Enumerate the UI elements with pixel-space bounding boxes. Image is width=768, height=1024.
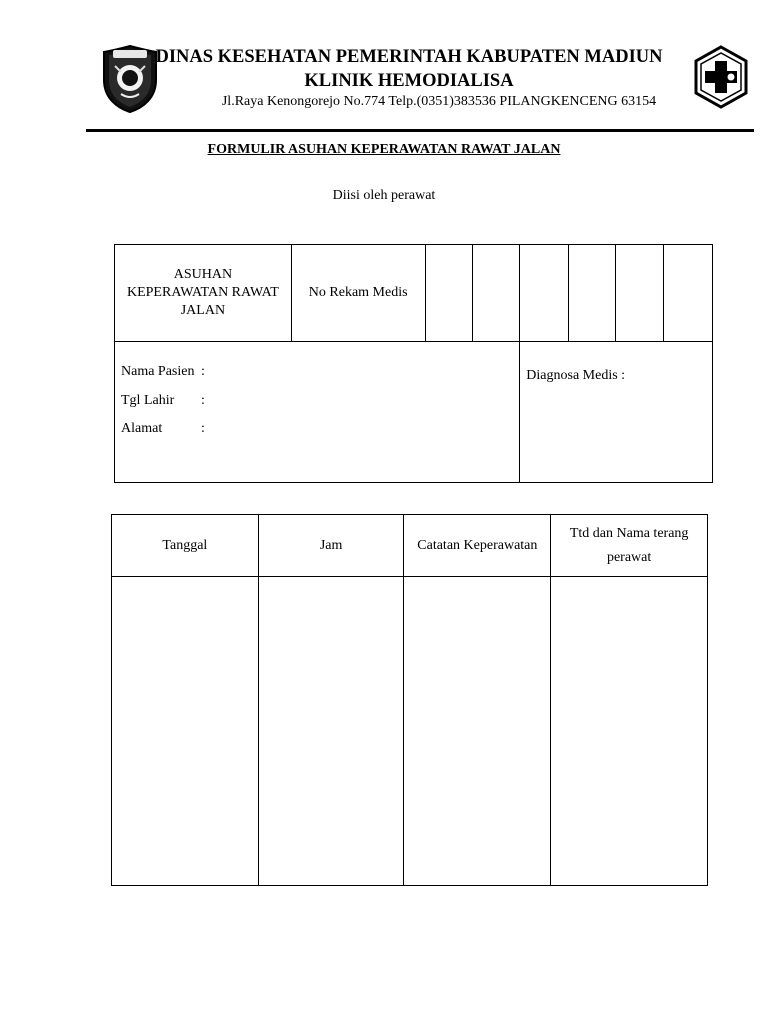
diagnosis-label: Diagnosa Medis :	[526, 368, 626, 383]
nursing-notes-table	[111, 514, 708, 886]
diagnosis-cell[interactable]	[520, 342, 713, 483]
patient-fields-cell	[115, 342, 520, 483]
column-header-signature	[551, 515, 708, 577]
birth-date-label: Tgl Lahir	[121, 392, 175, 408]
form-subtitle: Diisi oleh perawat	[332, 188, 436, 203]
record-number-box[interactable]	[473, 245, 520, 342]
field-separator: :	[201, 392, 205, 408]
form-title: FORMULIR ASUHAN KEPERAWATAN RAWAT JALAN	[207, 142, 561, 157]
header-divider	[86, 129, 754, 132]
address-label: Alamat	[121, 421, 163, 436]
field-separator: :	[201, 421, 205, 436]
record-number-label: No Rekam Medis	[291, 245, 425, 342]
date-entry-cell[interactable]	[112, 577, 259, 886]
record-number-box[interactable]	[616, 245, 664, 342]
field-separator: :	[201, 364, 205, 379]
clinic-address: Jl.Raya Kenongorejo No.774 Telp.(0351)383536 PILANGKENCENG 63154	[221, 94, 657, 109]
signature-header-line1: Ttd dan Nama terang	[569, 525, 689, 541]
notes-entry-cell[interactable]	[404, 577, 551, 886]
health-cross-hexagon-icon	[693, 45, 749, 109]
column-header-notes: Catatan Keperawatan	[404, 515, 551, 577]
time-entry-cell[interactable]	[258, 577, 404, 886]
record-number-box[interactable]	[520, 245, 569, 342]
form-heading-line2: KEPERAWATAN RAWAT	[126, 285, 279, 300]
record-number-box[interactable]	[425, 245, 473, 342]
patient-name-field[interactable]	[121, 358, 519, 387]
signature-entry-cell[interactable]	[551, 577, 708, 886]
form-heading-line3: JALAN	[180, 303, 226, 318]
birth-date-field[interactable]	[121, 387, 519, 416]
agency-name: DINAS KESEHATAN PEMERINTAH KABUPATEN MADIUN	[155, 47, 663, 67]
form-heading-line1: ASUHAN	[173, 267, 233, 282]
record-number-box[interactable]	[569, 245, 616, 342]
column-header-time: Jam	[258, 515, 404, 577]
patient-info-table	[114, 244, 713, 483]
form-heading-cell	[115, 245, 292, 342]
patient-name-label: Nama Pasien	[121, 364, 195, 379]
record-number-box[interactable]	[664, 245, 713, 342]
address-field[interactable]	[121, 415, 519, 444]
signature-header-line2: perawat	[606, 549, 652, 565]
clinic-name: KLINIK HEMODIALISA	[304, 71, 514, 91]
column-header-date: Tanggal	[112, 515, 259, 577]
